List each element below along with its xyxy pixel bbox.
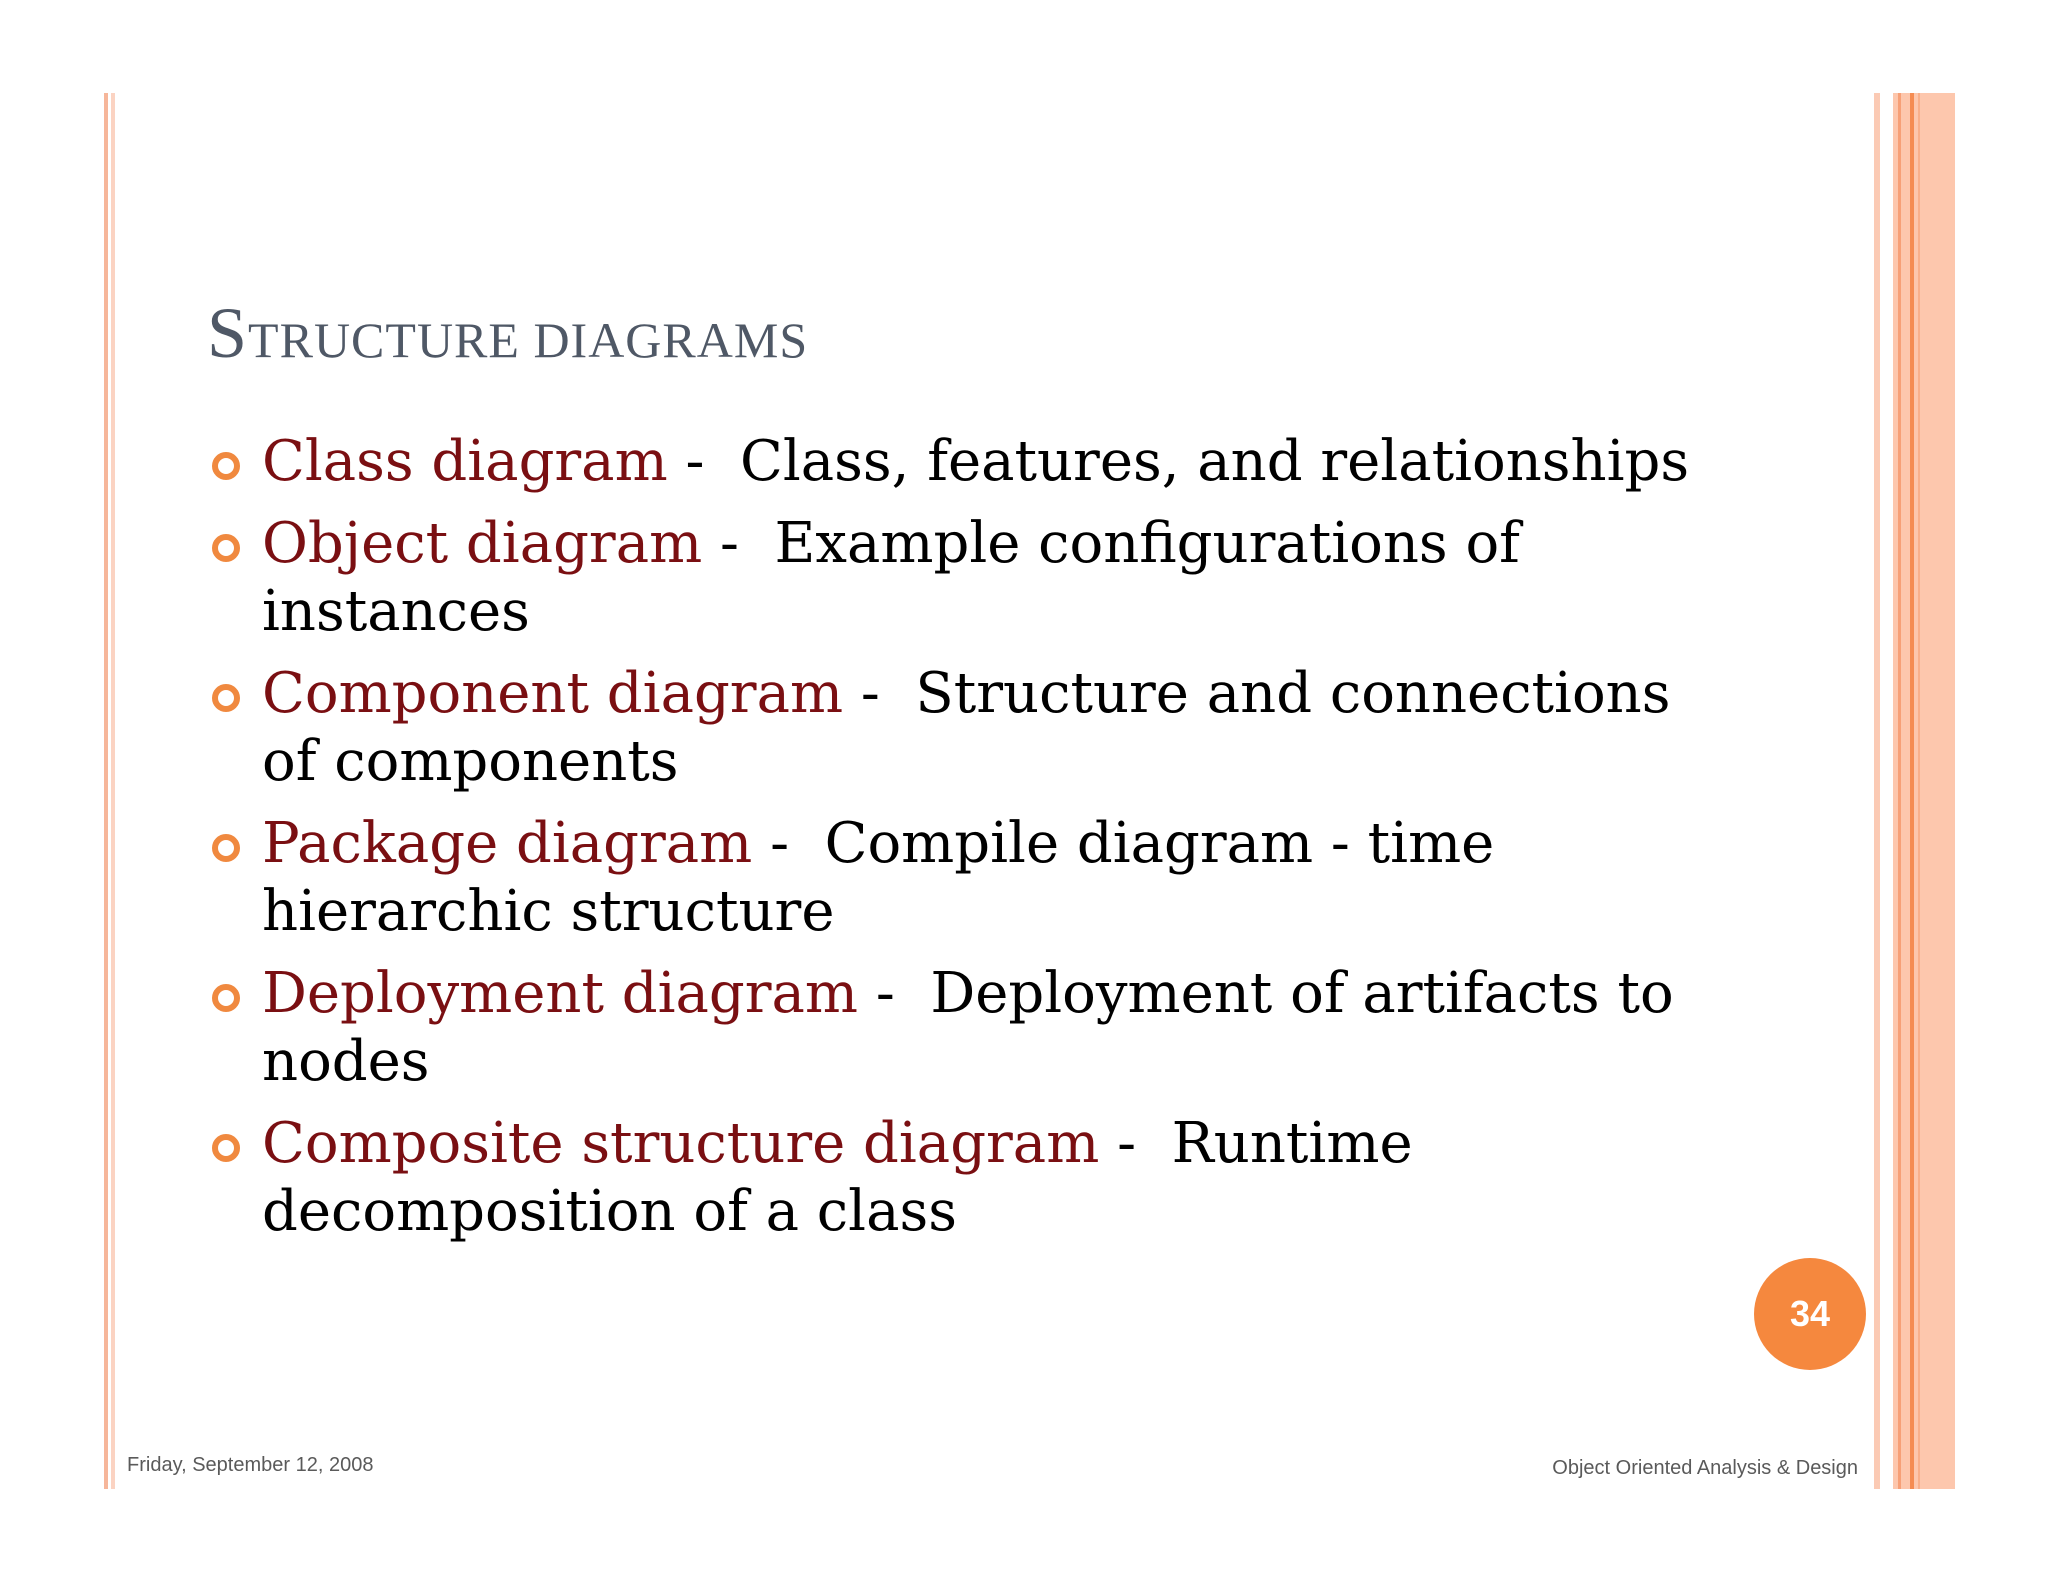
bullet-term: Class diagram [262, 429, 668, 494]
slide-title [207, 292, 808, 375]
bullet-description: Class, features, and relationships [740, 429, 1690, 494]
bullet-separator: - [858, 961, 931, 1026]
page-number-badge: 34 [1754, 1258, 1866, 1370]
bullet-separator: - [1099, 1111, 1172, 1176]
footer-date: Friday, September 12, 2008 [127, 1454, 374, 1476]
bullet-term: Component diagram [262, 661, 844, 726]
ring-bullet-icon [212, 452, 240, 480]
left-border-line [104, 93, 108, 1489]
bullet-item [208, 960, 1728, 1096]
bullet-term: Composite structure diagram [262, 1111, 1100, 1176]
bullet-item [208, 428, 1728, 496]
bullet-item [208, 810, 1728, 946]
ring-bullet-icon [212, 534, 240, 562]
bullet-description: Compile diagram - time hierarchic structure [262, 811, 1495, 944]
bullet-term: Package diagram [262, 811, 753, 876]
right-band-stripe-dark [1910, 93, 1914, 1489]
bullet-description: Example configurations of instances [262, 511, 1520, 644]
slide-title-initial: S [207, 293, 249, 373]
ring-bullet-icon [212, 834, 240, 862]
right-band-stripe [1898, 93, 1901, 1489]
bullet-term: Deployment diagram [262, 961, 859, 1026]
bullet-description: Runtime decomposition of a class [262, 1111, 1413, 1244]
bullet-item [208, 1110, 1728, 1246]
bullet-description: Deployment of artifacts to nodes [262, 961, 1674, 1094]
ring-bullet-icon [212, 1134, 240, 1162]
right-border-band [1893, 93, 1955, 1489]
bullet-description: Structure and connections of components [262, 661, 1671, 794]
bullet-item [208, 510, 1728, 646]
bullet-separator: - [702, 511, 775, 576]
bullet-separator: - [752, 811, 825, 876]
bullet-separator: - [667, 429, 740, 494]
right-band-stripe-light [1918, 93, 1920, 1489]
right-border-line [1874, 93, 1880, 1489]
slide-title-rest: TRUCTURE DIAGRAMS [248, 312, 809, 368]
bullet-list [208, 428, 1728, 1260]
footer-course-title: Object Oriented Analysis & Design [1552, 1457, 1858, 1479]
bullet-term: Object diagram [262, 511, 703, 576]
ring-bullet-icon [212, 684, 240, 712]
bullet-item [208, 660, 1728, 796]
bullet-separator: - [843, 661, 916, 726]
ring-bullet-icon [212, 984, 240, 1012]
left-border-line-inner [111, 93, 115, 1489]
